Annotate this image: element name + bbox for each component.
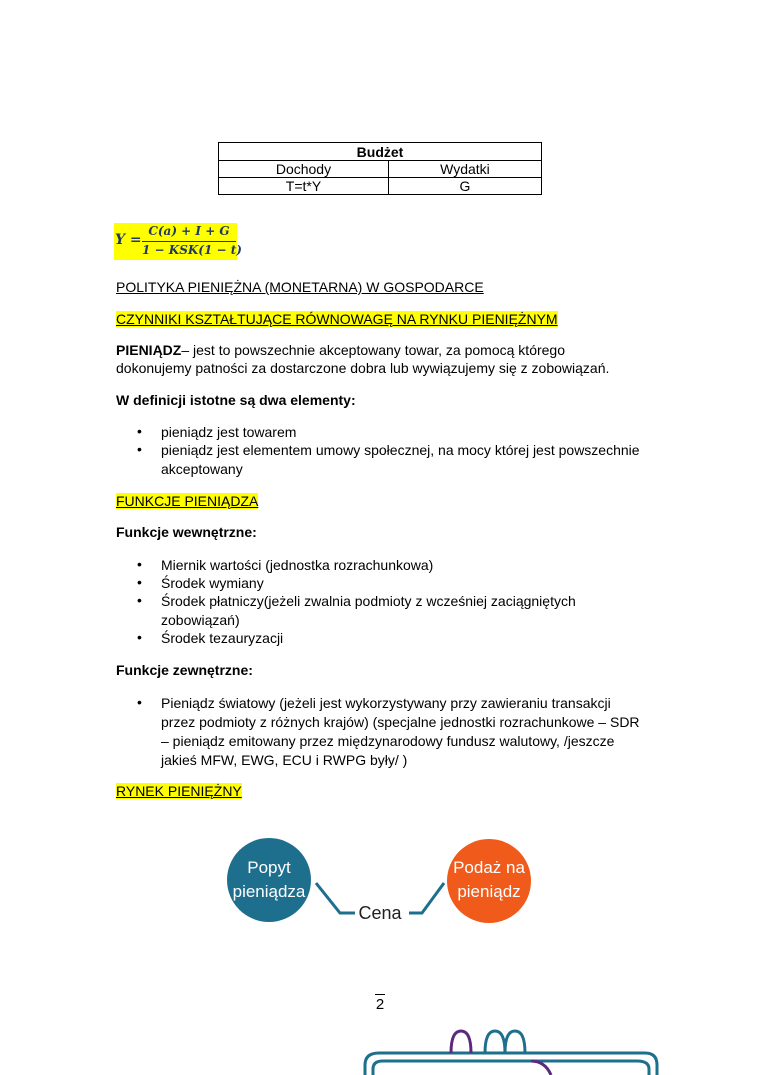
demand-label-line-2: pieniądza (232, 882, 306, 901)
footer-ornament (355, 1025, 665, 1075)
list-item: pieniądz jest elementem umowy społecznej, na mocy której jest powszechnie (161, 442, 640, 458)
formula-lhs: Y = (115, 232, 142, 248)
list-item-continuation: przez podmioty z różnych krajów) (specjalne jednostki rozrachunkowe – SDR (161, 714, 640, 730)
supply-label-line-1: Podaż na (453, 858, 525, 877)
bullet: • (137, 629, 142, 645)
list-item: Środek tezauryzacji (161, 630, 284, 646)
definition-line-1: PIENIĄDZ– jest to powszechnie akceptowany towar, za pomocą którego (116, 342, 566, 358)
demand-label-line-1: Popyt (247, 858, 291, 877)
bullet: • (137, 574, 142, 590)
budget-value-income: T=t*Y (219, 178, 389, 195)
budget-value-expenses: G (388, 178, 541, 195)
definition-line-2: dokonujemy patności za dostarczone dobra lub wywiązujemy się z zobowiązań. (116, 360, 610, 376)
bullet: • (137, 694, 142, 710)
budget-table (218, 142, 542, 195)
bullet: • (137, 423, 142, 439)
list-item: Środek płatniczy(jeżeli zwalnia podmioty z wcześniej zaciągniętych (161, 593, 576, 609)
budget-header-expenses: Wydatki (388, 161, 541, 178)
list-item-continuation: akceptowany (161, 461, 243, 477)
heading-money-functions: FUNKCJE PIENIĄDZA (116, 493, 259, 509)
list-item: Pieniądz światowy (jeżeli jest wykorzystywany przy zawieraniu transakcji (161, 695, 611, 711)
bullet: • (137, 592, 142, 608)
formula-denominator: 1 − KSK(1 − t) (142, 243, 242, 257)
budget-table-title: Budżet (219, 143, 542, 161)
list-item: pieniądz jest towarem (161, 424, 297, 440)
supply-connector (409, 883, 444, 913)
page-number-overline (375, 994, 385, 995)
external-functions-title: Funkcje zewnętrzne: (116, 662, 253, 678)
list-item-continuation: jakieś MFW, EWG, ECU i RWPG były/ ) (161, 752, 408, 768)
elements-title: W definicji istotne są dwa elementy: (116, 392, 356, 408)
list-item-continuation: – pieniądz emitowany przez międzynarodowy fundusz walutowy, /jeszcze (161, 733, 615, 749)
internal-functions-title: Funkcje wewnętrzne: (116, 524, 257, 540)
demand-connector (316, 883, 355, 913)
demand-circle (227, 838, 311, 922)
bullet: • (137, 556, 142, 572)
formula-numerator: C(a) + I + G (148, 224, 230, 238)
heading-equilibrium-factors: CZYNNIKI KSZTAŁTUJĄCE RÓWNOWAGĘ NA RYNKU PIENIĘŻNYM (116, 311, 558, 327)
bullet: • (137, 441, 142, 457)
page-number: 2 (375, 996, 385, 1013)
list-item-continuation: zobowiązań) (161, 612, 240, 628)
budget-header-income: Dochody (219, 161, 389, 178)
supply-label-line-2: pieniądz (457, 882, 521, 901)
definition-term: PIENIĄDZ (116, 342, 182, 358)
list-item: Środek wymiany (161, 575, 264, 591)
list-item: Miernik wartości (jednostka rozrachunkowa) (161, 557, 434, 573)
income-formula (114, 223, 242, 260)
formula-fraction-bar (142, 241, 236, 242)
heading-monetary-policy: POLITYKA PIENIĘŻNA (MONETARNA) W GOSPODARCE (116, 279, 484, 295)
supply-circle (447, 839, 531, 923)
price-label: Cena (358, 903, 402, 923)
money-market-diagram (200, 810, 560, 955)
heading-money-market: RYNEK PIENIĘŻNY (116, 783, 242, 799)
